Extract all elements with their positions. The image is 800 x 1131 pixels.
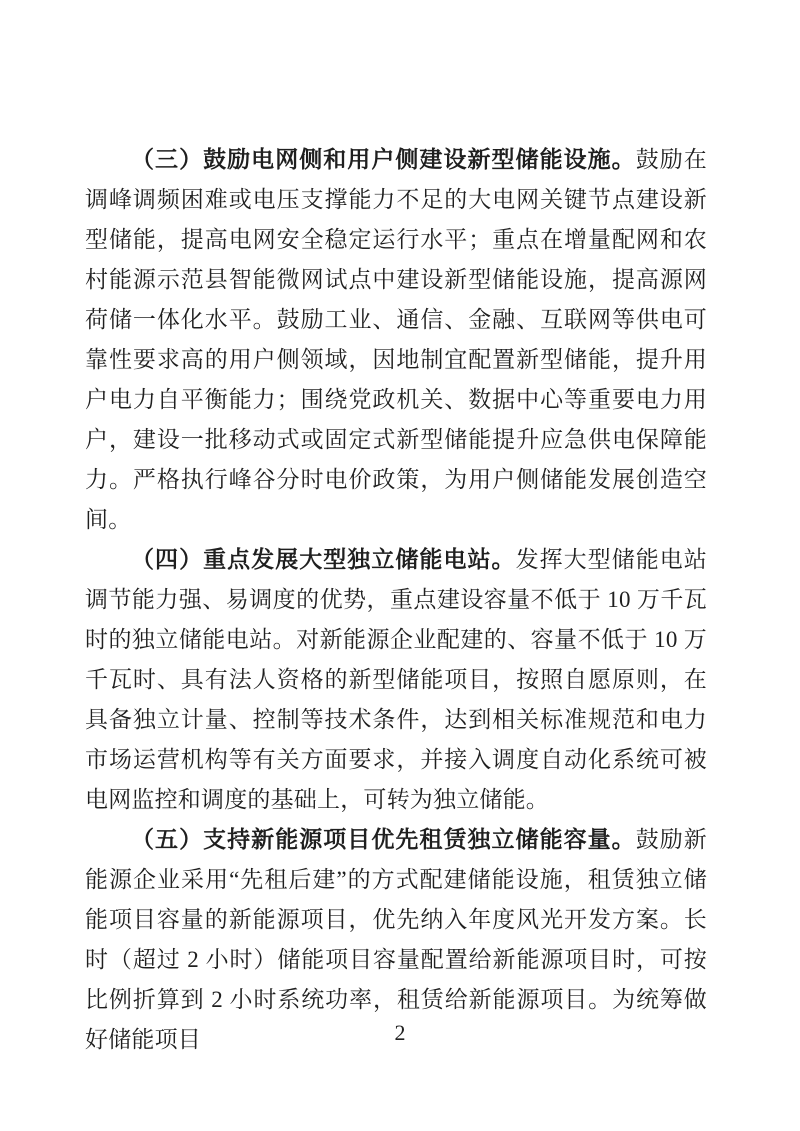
paragraph: [85, 140, 707, 540]
paragraph-text: 鼓励新能源企业采用“先租后建”的方式配建储能设施，租赁独立储能项目容量的新能源项目，优先纳入年度风光开发方案。长时（超过 2 小时）储能项目容量配置给新能源项目时，可按比例折算到 2 小时系统功率，租赁给新能源项目。为统筹做好储能项目: [85, 827, 707, 1052]
page-number: 2: [394, 1020, 406, 1045]
paragraph-heading: （四）重点发展大型独立储能电站。: [131, 547, 516, 572]
document-body: [85, 140, 707, 1060]
paragraph: [85, 540, 707, 820]
paragraph-heading: （五）支持新能源项目优先租赁独立储能容量。: [131, 827, 636, 852]
paragraph-text: 鼓励在调峰调频困难或电压支撑能力不足的大电网关键节点建设新型储能，提高电网安全稳定运行水平；重点在增量配网和农村能源示范县智能微网试点中建设新型储能设施，提高源网荷储一体化水平。鼓励工业、通信、金融、互联网等供电可靠性要求高的用户侧领域，因地制宜配置新型储能，提升用户电力自平衡能力；围绕党政机关、数据中心等重要电力用户，建设一批移动式或固定式新型储能提升应急供电保障能力。严格执行峰谷分时电价政策，为用户侧储能发展创造空间。: [85, 147, 707, 532]
page-footer: [0, 1018, 800, 1048]
paragraph-heading: （三）鼓励电网侧和用户侧建设新型储能设施。: [131, 147, 636, 172]
paragraph-text: 发挥大型储能电站调节能力强、易调度的优势，重点建设容量不低于 10 万千瓦时的独立储能电站。对新能源企业配建的、容量不低于 10 万千瓦时、具有法人资格的新型储能项目，按照自愿原则，在具备独立计量、控制等技术条件，达到相关标准规范和电力市场运营机构等有关方面要求，并接入调度自动化系统可被电网监控和调度的基础上，可转为独立储能。: [85, 547, 708, 812]
